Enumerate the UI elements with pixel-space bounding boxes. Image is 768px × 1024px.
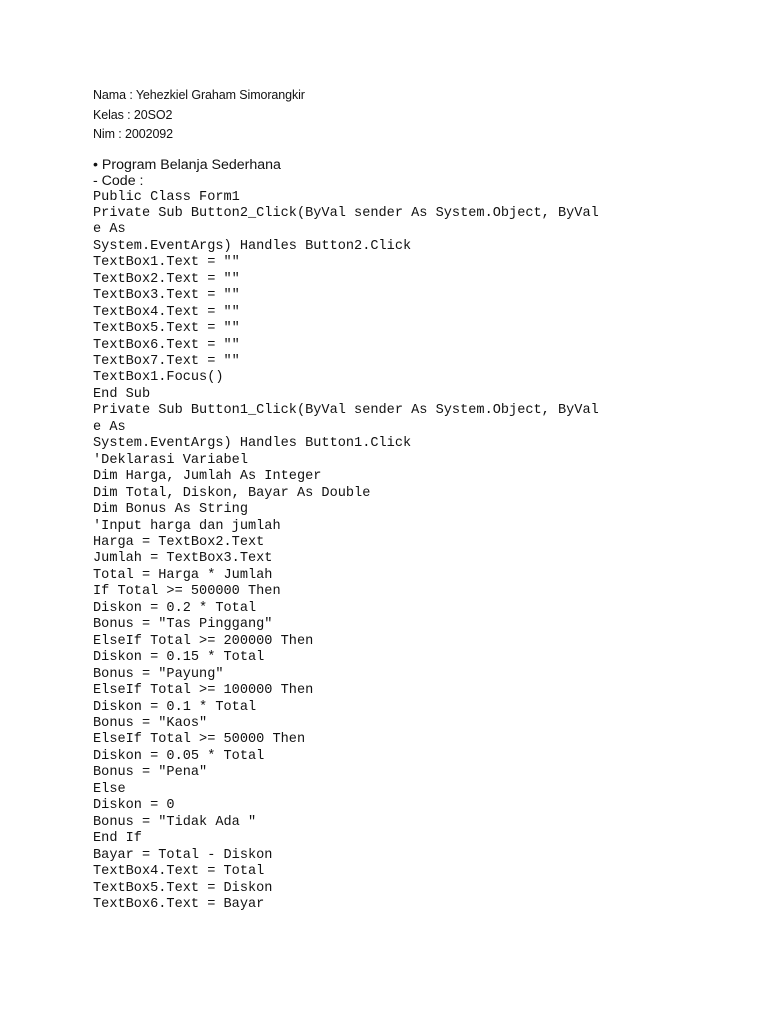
student-info xyxy=(93,86,713,145)
code-line: Bonus = "Tas Pinggang" xyxy=(93,617,273,633)
student-class: Kelas : 20SO2 xyxy=(93,107,173,122)
code-line: Bonus = "Tidak Ada " xyxy=(93,814,257,830)
code-line: TextBox6.Text = "" xyxy=(93,337,240,353)
code-line: Bonus = "Kaos" xyxy=(93,716,208,731)
code-line: TextBox1.Focus() xyxy=(93,370,224,386)
program-title: • Program Belanja Sederhana xyxy=(93,156,281,173)
code-line: Diskon = 0.1 * Total xyxy=(93,699,257,715)
code-line: TextBox4.Text = Total xyxy=(93,864,265,880)
code-line: e As xyxy=(93,222,126,238)
code-line: Jumlah = TextBox3.Text xyxy=(93,551,273,567)
code-label: - Code : xyxy=(93,173,144,189)
code-line: ElseIf Total >= 50000 Then xyxy=(93,732,306,748)
code-line: Dim Bonus As String xyxy=(93,502,248,518)
code-line: TextBox4.Text = "" xyxy=(93,304,240,320)
code-line: Public Class Form1 xyxy=(93,189,240,205)
code-line: End Sub xyxy=(93,386,151,402)
code-line: TextBox5.Text = "" xyxy=(93,321,240,337)
document-content xyxy=(93,86,713,913)
code-line: Harga = TextBox2.Text xyxy=(93,535,265,551)
code-line: Diskon = 0.15 * Total xyxy=(93,650,265,666)
code-line: Total = Harga * Jumlah xyxy=(93,567,273,583)
code-line: Else xyxy=(93,781,126,797)
code-line: 'Input harga dan jumlah xyxy=(93,518,281,534)
code-line: TextBox2.Text = "" xyxy=(93,271,240,287)
code-line: Bonus = "Pena" xyxy=(93,765,208,781)
code-listing xyxy=(93,190,713,914)
code-line: Diskon = 0 xyxy=(93,798,175,814)
code-line: TextBox1.Text = "" xyxy=(93,255,240,271)
code-line: TextBox3.Text = "" xyxy=(93,288,240,304)
code-line: Dim Harga, Jumlah As Integer xyxy=(93,469,322,485)
code-line: Private Sub Button2_Click(ByVal sender As System.Object, ByVal xyxy=(93,205,599,221)
program-section xyxy=(93,157,713,190)
code-line: Dim Total, Diskon, Bayar As Double xyxy=(93,485,371,501)
student-nim: Nim : 2002092 xyxy=(93,127,173,141)
code-line: ElseIf Total >= 100000 Then xyxy=(93,683,314,699)
code-line: Bonus = "Payung" xyxy=(93,666,224,682)
code-line: e As xyxy=(93,419,126,435)
code-line: Diskon = 0.2 * Total xyxy=(93,600,257,616)
code-line: If Total >= 500000 Then xyxy=(93,584,281,600)
code-line: ElseIf Total >= 200000 Then xyxy=(93,633,314,649)
code-line: 'Deklarasi Variabel xyxy=(93,452,248,468)
code-line: End If xyxy=(93,831,142,847)
student-name: Nama : Yehezkiel Graham Simorangkir xyxy=(93,88,305,102)
code-line: TextBox6.Text = Bayar xyxy=(93,896,265,912)
code-line: TextBox5.Text = Diskon xyxy=(93,880,273,896)
code-line: Private Sub Button1_Click(ByVal sender As System.Object, ByVal xyxy=(93,403,599,419)
code-line: TextBox7.Text = "" xyxy=(93,354,240,370)
code-line: Bayar = Total - Diskon xyxy=(93,847,273,863)
code-line: System.EventArgs) Handles Button2.Click xyxy=(93,238,412,254)
code-line: Diskon = 0.05 * Total xyxy=(93,748,265,764)
code-line: System.EventArgs) Handles Button1.Click xyxy=(93,436,412,452)
